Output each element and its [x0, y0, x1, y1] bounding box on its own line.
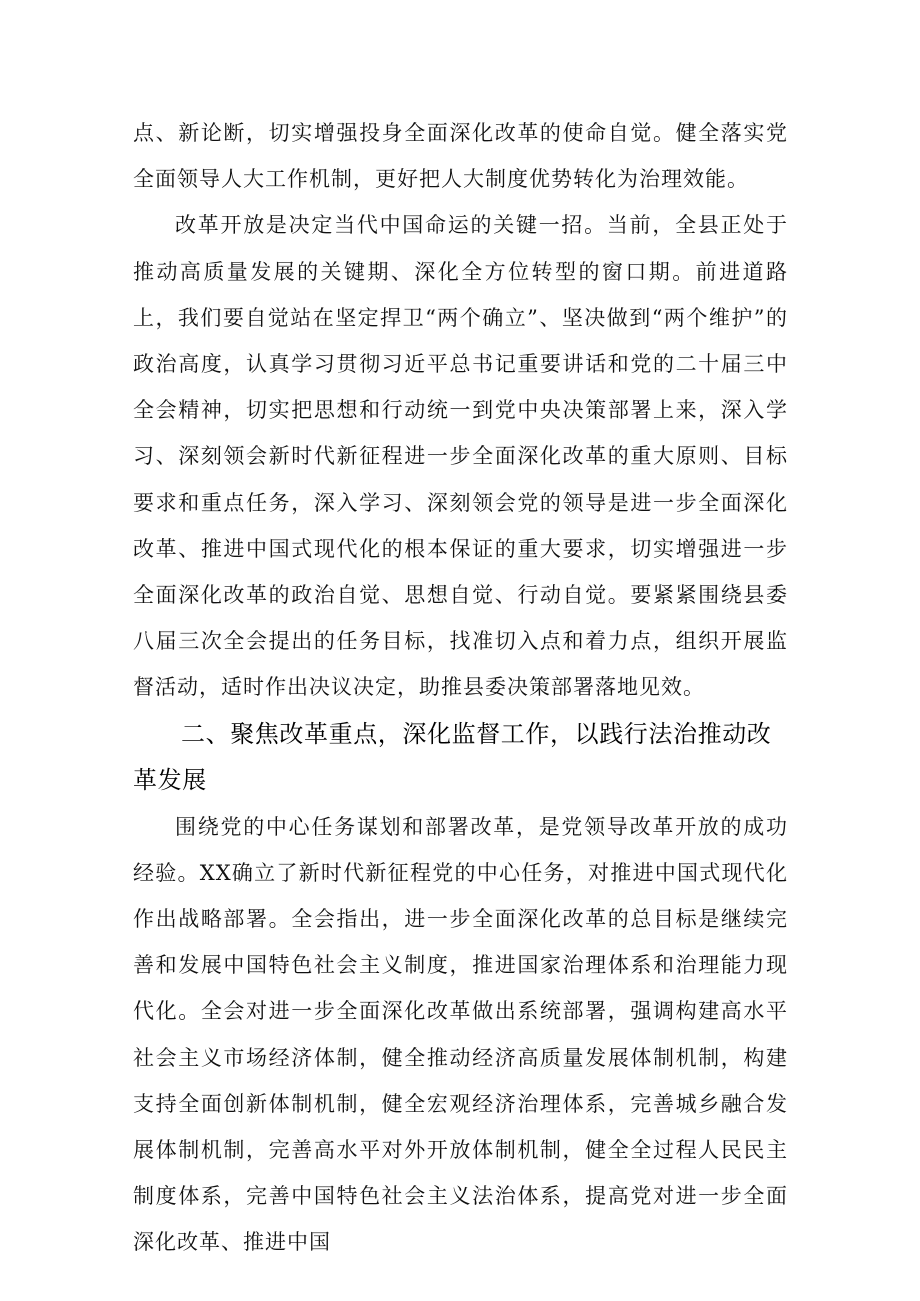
paragraph-central-task: 围绕党的中心任务谋划和部署改革，是党领导改革开放的成功经验。XX确立了新时代新征程党的中心任务，对推进中国式现代化作出战略部署。全会指出，进一步全面深化改革的总目标是继续完善和发展中国特色社会主义制度，推进国家治理体系和治理能力现代化。全会对进一步全面深化改革做出系统部署，强调构建高水平社会主义市场经济体制，健全推动经济高质量发展体制机制，构建支持全面创新体制机制，健全宏观经济治理体系，完善城乡融合发展体制机制，完善高水平对外开放体制机制，健全全过程人民民主制度体系，完善中国特色社会主义法治体系，提高党对进一步全面深化改革、推进中国 [133, 814, 788, 1255]
paragraph-reform-opening: 改革开放是决定当代中国命运的关键一招。当前，全县正处于推动高质量发展的关键期、深化全方位转型的窗口期。前进道路上，我们要自觉站在坚定捍卫“两个确立”、坚决做到“两个维护”的政治高度，认真学习贯彻习近平总书记重要讲话和党的二十届三中全会精神，切实把思想和行动统一到党中央决策部署上来，深入学习、深刻领会新时代新征程进一步全面深化改革的重大原则、目标要求和重点任务，深入学习、深刻领会党的领导是进一步全面深化改革、推进中国式现代化的根本保证的重大要求，切实增强进一步全面深化改革的政治自觉、思想自觉、行动自觉。要紧紧围绕县委八届三次全会提出的任务目标，找准切入点和着力点，组织开展监督活动，适时作出决议决定，助推县委决策部署落地见效。 [133, 213, 788, 700]
document-body [133, 110, 788, 1266]
paragraph-continuation: 点、新论断，切实增强投身全面深化改革的使命自觉。健全落实党全面领导人大工作机制，更好把人大制度优势转化为治理效能。 [133, 121, 788, 192]
section-heading-2: 二、聚焦改革重点，深化监督工作，以践行法治推动改革发展 [133, 719, 772, 795]
